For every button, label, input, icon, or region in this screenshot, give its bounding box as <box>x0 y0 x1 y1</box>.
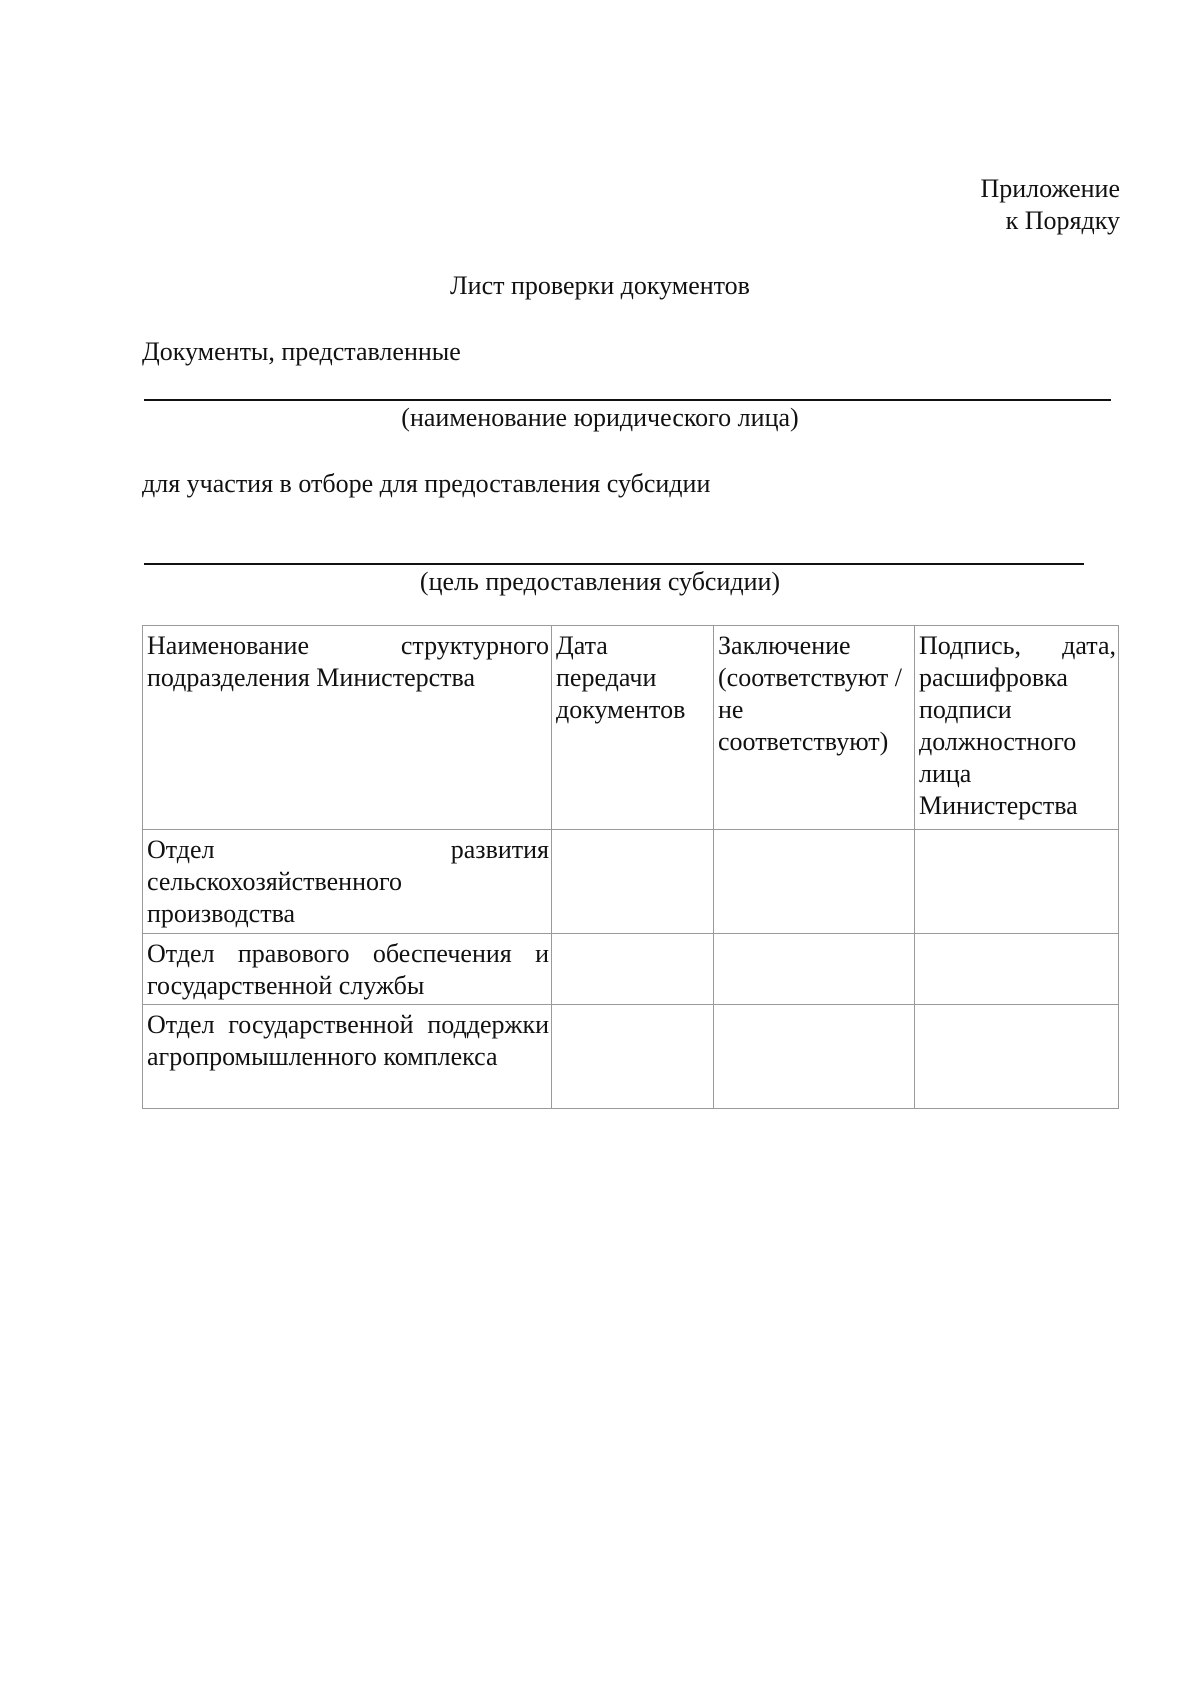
table-row <box>143 1005 1119 1109</box>
transfer-date-cell <box>552 830 714 934</box>
conclusion-cell <box>714 934 915 1005</box>
department-cell: Отдел развития сельскохозяйственного производства <box>143 830 552 934</box>
documents-label: Документы, представленные <box>142 337 461 366</box>
department-cell: Отдел правового обеспечения и государственной службы <box>143 934 552 1005</box>
table-row <box>143 934 1119 1005</box>
conclusion-cell <box>714 1005 915 1109</box>
appendix-line-2: к Порядку <box>1005 206 1120 235</box>
table-row <box>143 830 1119 934</box>
legal-entity-fill-line <box>144 399 1111 401</box>
department-cell: Отдел государственной поддержки агропромышленного комплекса <box>143 1005 552 1109</box>
purpose-caption: (цель предоставления субсидии) <box>419 567 781 596</box>
appendix-heading <box>980 173 1120 237</box>
transfer-date-cell <box>552 934 714 1005</box>
document-check-table <box>142 625 1119 1109</box>
purpose-fill-line <box>144 563 1084 565</box>
participation-label: для участия в отборе для предоставления субсидии <box>142 469 711 498</box>
header-signature: Подпись, дата, расшифровка подписи должностного лица Министерства <box>915 626 1119 830</box>
signature-cell <box>915 934 1119 1005</box>
document-title: Лист проверки документов <box>450 271 750 300</box>
legal-entity-caption: (наименование юридического лица) <box>401 403 799 432</box>
header-conclusion: Заключение (соответствуют /не соответствуют) <box>714 626 915 830</box>
signature-cell <box>915 1005 1119 1109</box>
transfer-date-cell <box>552 1005 714 1109</box>
signature-cell <box>915 830 1119 934</box>
header-transfer-date: Дата передачи документов <box>552 626 714 830</box>
conclusion-cell <box>714 830 915 934</box>
appendix-line-1: Приложение <box>980 174 1120 203</box>
header-department: Наименование структурного подразделения Министерства <box>143 626 552 830</box>
table-header-row <box>143 626 1119 830</box>
